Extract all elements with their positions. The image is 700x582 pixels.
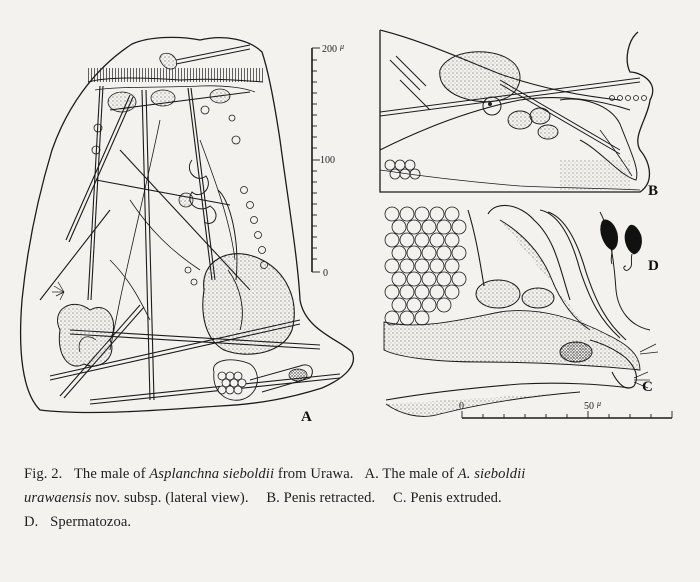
caption-locality: from Urawa. [274, 466, 354, 482]
panel-label-a: A [301, 409, 312, 425]
panel-b-drawing [380, 30, 653, 192]
scale-c-right-label: 50 [584, 401, 594, 412]
panel-d-drawing [601, 220, 642, 270]
caption-a-label: A. [364, 466, 379, 482]
panel-label-b: B [648, 183, 659, 199]
caption-b-text: Penis retracted. [283, 490, 376, 506]
scale-a-top-label: 200 [322, 44, 337, 55]
panel-label-c: C [642, 379, 653, 395]
caption-line-2 [24, 486, 680, 510]
caption-d-label: D. [24, 514, 39, 530]
caption-line-3 [24, 510, 680, 534]
caption-a-species: A. sieboldii [457, 466, 526, 482]
caption-fig-label: Fig. 2. [24, 466, 63, 482]
caption-a-view: nov. subsp. (lateral view). [91, 490, 249, 506]
scale-a-mid-label: 100 [320, 155, 335, 166]
caption-d-text: Spermatozoa. [50, 514, 132, 530]
caption-a-subspecies: urawaensis [24, 490, 92, 506]
caption-b-label: B. [266, 490, 280, 506]
scale-a-bottom-label: 0 [323, 268, 328, 279]
scale-c-unit: μ [597, 399, 602, 408]
scale-bar-a [312, 48, 320, 272]
panel-label-d: D [648, 258, 659, 274]
caption-species: Asplanchna sieboldii [149, 466, 275, 482]
caption-line-1 [24, 462, 680, 486]
caption-c-text: Penis extruded. [410, 490, 502, 506]
scale-c-left-label: 0 [459, 401, 464, 412]
caption-intro: The male of [73, 466, 150, 482]
figure-caption [24, 462, 680, 534]
caption-a-text: The male of [382, 466, 458, 482]
scale-bar-c [462, 411, 672, 418]
panel-a-drawing [21, 37, 354, 412]
caption-c-label: C. [392, 490, 407, 506]
scale-a-top-unit: μ [340, 42, 345, 51]
